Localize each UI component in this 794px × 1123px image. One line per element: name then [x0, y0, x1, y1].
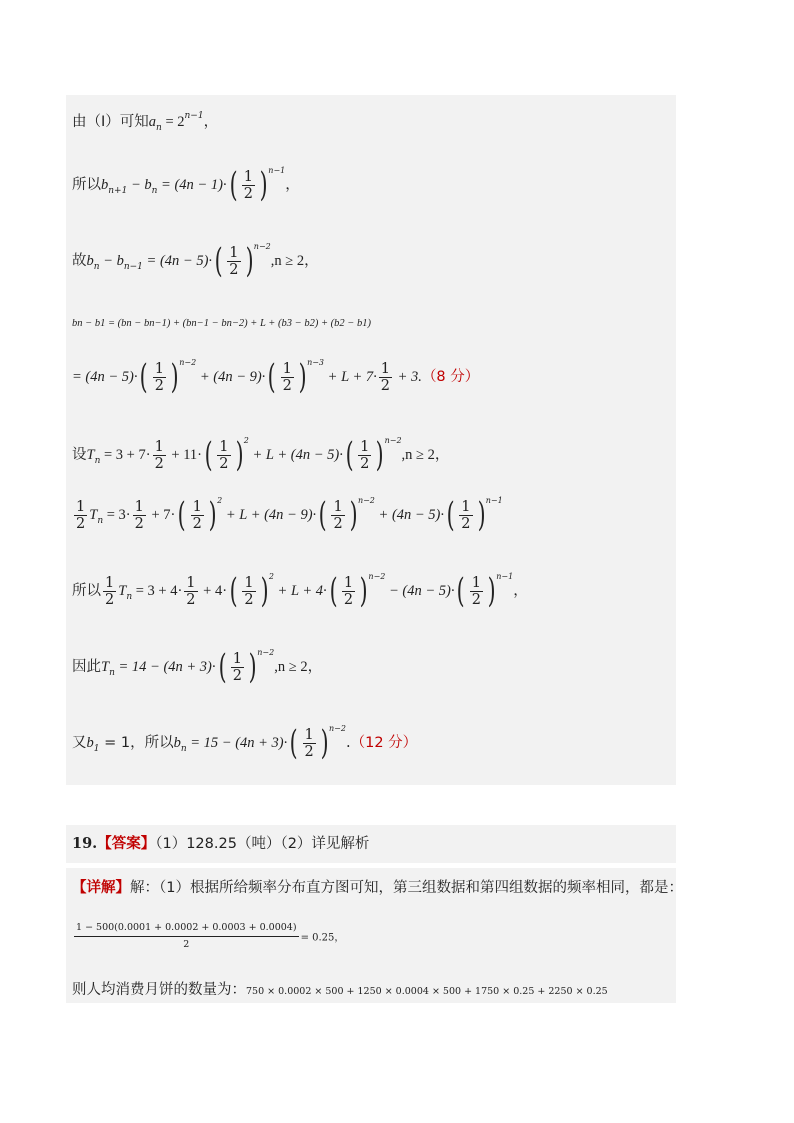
line-bn-result: 又$b_1 = 1$，所以$b_n = 15 - (4n + 3)\cdot$( $\frac{1}{2}$ )$^{n-2}$.（12 分） [72, 723, 418, 763]
q19-answer: 19.【答案】（1）128.25（吨）（2）详见解析 [72, 835, 370, 852]
line-subtract: 所以 $\frac{1}{2}$ $T_n = 3 + 4\cdot$ $\frac{1}{2}$ + 4·( $\frac{1}{2}$ )$^2$ + L + 4·( $\frac{1}{2}$ )$^{n-2}$ − (4n − 5)·( $\frac{1}{2}$ )$^{n-1}$， [72, 571, 528, 611]
q19-frequency-formula: $\frac{1 - 500(0.0001 + 0.0002 + 0.0003 + 0.0004)}{2}$ = 0.25， [76, 922, 345, 950]
q19-detail: 【详解】解：（1）根据所给频率分布直方图可知，第三组数据和第四组数据的频率相同，都是： [72, 880, 683, 896]
q19-average-formula: 则人均消费月饼的数量为：750 × 0.0002 × 500 + 1250 × 0.0004 × 500 + 1750 × 0.25 + 2250 × 0.25 [72, 982, 608, 998]
line-bn-diff-shift: 故$b_n - b_{n-1} = (4n - 5)\cdot$( $\frac{1}{2}$ )$^{n-2}$,n ≥ 2， [72, 241, 319, 281]
line-telescoping: bn − b1 = (bn − bn−1) + (bn−1 − bn−2) + L + (b3 − b2) + (b2 − b1) [72, 318, 371, 329]
line-Tn-def: 设$T_n = 3 + 7\cdot$ $\frac{1}{2}$ + 11·( $\frac{1}{2}$ )$^2$ + L + (4n − 5)·( $\frac{1}{2}$ )$^{n-2}$,n ≥ 2， [72, 435, 450, 475]
line-half-Tn: $\frac{1}{2}$ $T_n = 3\cdot$ $\frac{1}{2}$ + 7·( $\frac{1}{2}$ )$^2$ + L + (4n − 9)·( $\frac{1}{2}$ )$^{n-2}$ + (4n − 5)·( $\frac{1}{2}$ )$^{n-1}$ [76, 495, 503, 535]
line-an-formula: 由（Ⅰ）可知$a_n = 2^{n-1}$， [72, 111, 219, 133]
line-Tn-result: 因此$T_n = 14 - (4n + 3)\cdot$( $\frac{1}{2}$ )$^{n-2}$,n ≥ 2， [72, 647, 323, 687]
line-bn-diff: 所以$b_{n+1} - b_n = (4n - 1)\cdot$( $\frac{1}{2}$ )$^{n-1}$， [72, 165, 300, 205]
line-expanded-sum: = (4n − 5)·( $\frac{1}{2}$ )$^{n-2}$ + (4n − 9)·( $\frac{1}{2}$ )$^{n-3}$ + L + 7· $\frac{1}{2}$ + 3.（8 分） [72, 357, 480, 397]
